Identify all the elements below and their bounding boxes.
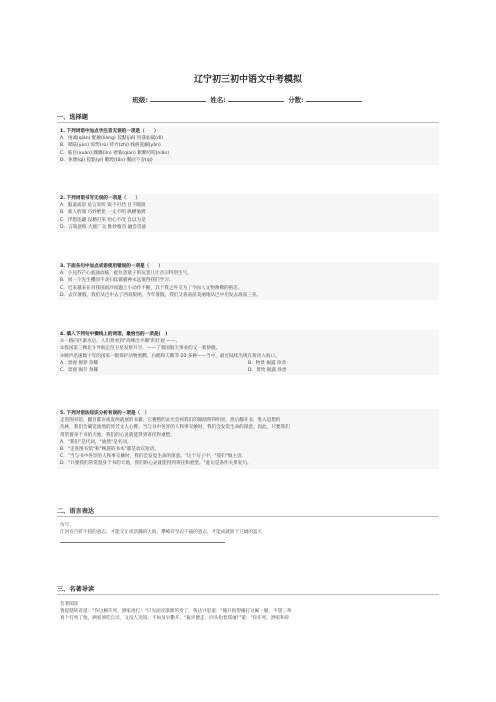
option-a: A．"我们"是代词，"油然"是名词。	[60, 439, 132, 445]
class-label: 班级:	[132, 96, 148, 104]
question-3	[57, 262, 439, 300]
question-stem: 5. 下列对语法知识分析有误的一项是（ ）	[60, 411, 150, 416]
question-stem: 2. 下列词语书写无误的一项是（ ）	[60, 196, 141, 201]
instruction: 仿写。	[60, 523, 74, 528]
language-question	[57, 521, 439, 544]
question-stem: 4. 填入下列句中横线上的词语，最恰当的一项是( )	[60, 332, 168, 337]
class-blank[interactable]	[150, 96, 206, 102]
options-row-2	[60, 367, 436, 374]
instruction: 名著阅读	[60, 602, 79, 607]
option-d: D．去年暑假，我们从巴中去了西双版纳，今年暑假，我们又将南前美丽地从巴中出发去海南三亚。	[60, 292, 262, 298]
page-title: 辽宁初三初中语文中考模拟	[193, 75, 302, 85]
student-info-line	[0, 95, 496, 104]
section-divider	[57, 594, 439, 595]
question-5	[57, 409, 439, 469]
option-d: D．休憩(qì) 狡黠(yǐ) 瞭蹚(tān) 慨而不舍(qì)	[60, 157, 153, 163]
question-1	[57, 127, 439, 165]
classics-question	[57, 600, 439, 624]
options-row-1	[60, 360, 436, 367]
option-d: D．景致 揭露 珍贵	[248, 368, 287, 374]
sentence-3: ③她声迅速数十年的国家一级保护动物黑鹳，白鹤和天鹅等 20 多种——当中，最近陆续出现在黄河入海口。	[60, 353, 280, 359]
passage-line-2: 真个打死了他。洒家须吃官司，又没人送饭，不如及早撒开。"拔步便走，回头指着郑屠尸道："你诈死，洒家和你	[60, 616, 290, 622]
prompt-sentence: 江河有百折不挠的意志，才能交汇成浩瀚的大海；攀嶂有坚忍不拔的意志，才能成就险于辽阔的蓝天	[60, 530, 263, 536]
option-d: D．"只要我们常常置身于书的天地，我们的心灵就能得到寄托和重塑。"此句是条件关系复句。	[60, 461, 252, 467]
score-blank[interactable]	[306, 96, 362, 102]
option-a: A．虔诚(qián) 配额(liàng) 狡黠(jié) 坦荡如砥(dǐ)	[60, 136, 164, 142]
score-label: 分数:	[288, 96, 304, 104]
answer-line[interactable]	[60, 542, 225, 543]
option-a: A．小兒苏芒心底涌动脑，捉住意欲子的玩意儿让吾宗特别生气。	[60, 271, 192, 277]
passage-line-3: 常常置身于书的天地，我们的心灵就能得到寄托和重塑。	[60, 432, 175, 438]
section-heading-choice: 一、选择题	[57, 114, 88, 121]
name-label: 姓名:	[210, 96, 226, 104]
option-d: D．言简意赅 大庭广众 惟妙惟肖 融会贯通	[60, 224, 147, 230]
question-stem: 1. 下列词语中加点字注音无误的一项是（ ）	[60, 129, 159, 134]
option-c: C．浮想连翩 没精打采 恒心不改 自以为是	[60, 217, 146, 223]
option-a: A．脑羞成怒 危言耸听 锐不可挡 目不暇接	[60, 203, 146, 209]
question-stem: 3. 下面各句中加点成语使用错误的一项是（ ）	[60, 264, 164, 269]
section-heading-classics: 三、名著导读	[57, 586, 95, 593]
option-c: C．近来越来在对我国南沙问题上小动作不断，其于我之外交为了今国人文物吻佛的抱恙。	[60, 285, 243, 291]
option-b: B．"走进图书馆"和"畅游的书本"都是动宾短语。	[60, 447, 159, 453]
question-2	[57, 194, 439, 232]
section-divider	[57, 122, 439, 123]
option-a: A．景观 揭穿 珍稀	[60, 360, 99, 366]
passage-line-2: 丛林，我们会确觉油然的异芳文人心脾。当与书中各异的人和事交触时，我们会发觉生命的深意。因此，只要我们	[60, 425, 290, 431]
option-b: B．物景 揭露 珍奇	[248, 360, 287, 366]
option-c: C．"当与书中各异的人和事交触时，我们会发觉生命的深意。"这个句子中，"我们"做主语。	[60, 454, 247, 460]
name-blank[interactable]	[228, 96, 284, 102]
sentence-2: ②我国第三颗北斗导航定位卫星发射升空，——了我国航天事业的又一新骄傲。	[60, 346, 221, 352]
sentence-1: ①一路向区寨水后，人们将看到"高峰出平潮"的壮观 ——。	[60, 339, 181, 345]
option-b: B．晕眩(yùn) 惊愕(rù) 侍弄(zhì) 栈桥洗涮(yǎn)	[60, 143, 161, 149]
section-divider	[57, 516, 439, 517]
option-b: B．同一个先生攫而不贪扫钛镇猫神永远值得我们学习。	[60, 278, 174, 284]
option-c: C．眩目(xuàn) 踝踝(lín) 褶皱(qián) 絮絮叨叨(niǎn)	[60, 150, 170, 156]
section-heading-expression: 二、语言表达	[57, 508, 95, 515]
passage-line-1: 走进图书馆，翻目都应或发两就展的书籍，它赛整的灵光会将我们的眼睛照得明亮，然后翻开书，进入思想的	[60, 418, 281, 424]
question-4	[57, 330, 439, 375]
passage-line-1: 鲁提辖转省道："你这厮许死，洒家再打！"只见面皮渐渐的变了，鲁达寻思道："俺只指望痛打这厮一顿，不想三拳	[60, 609, 292, 615]
option-c: C．景观 揭开 珍稀	[60, 368, 99, 374]
option-b: B．骇人听闻 巧妙绝伦 一丈不明 纵横驰骋	[60, 210, 146, 216]
